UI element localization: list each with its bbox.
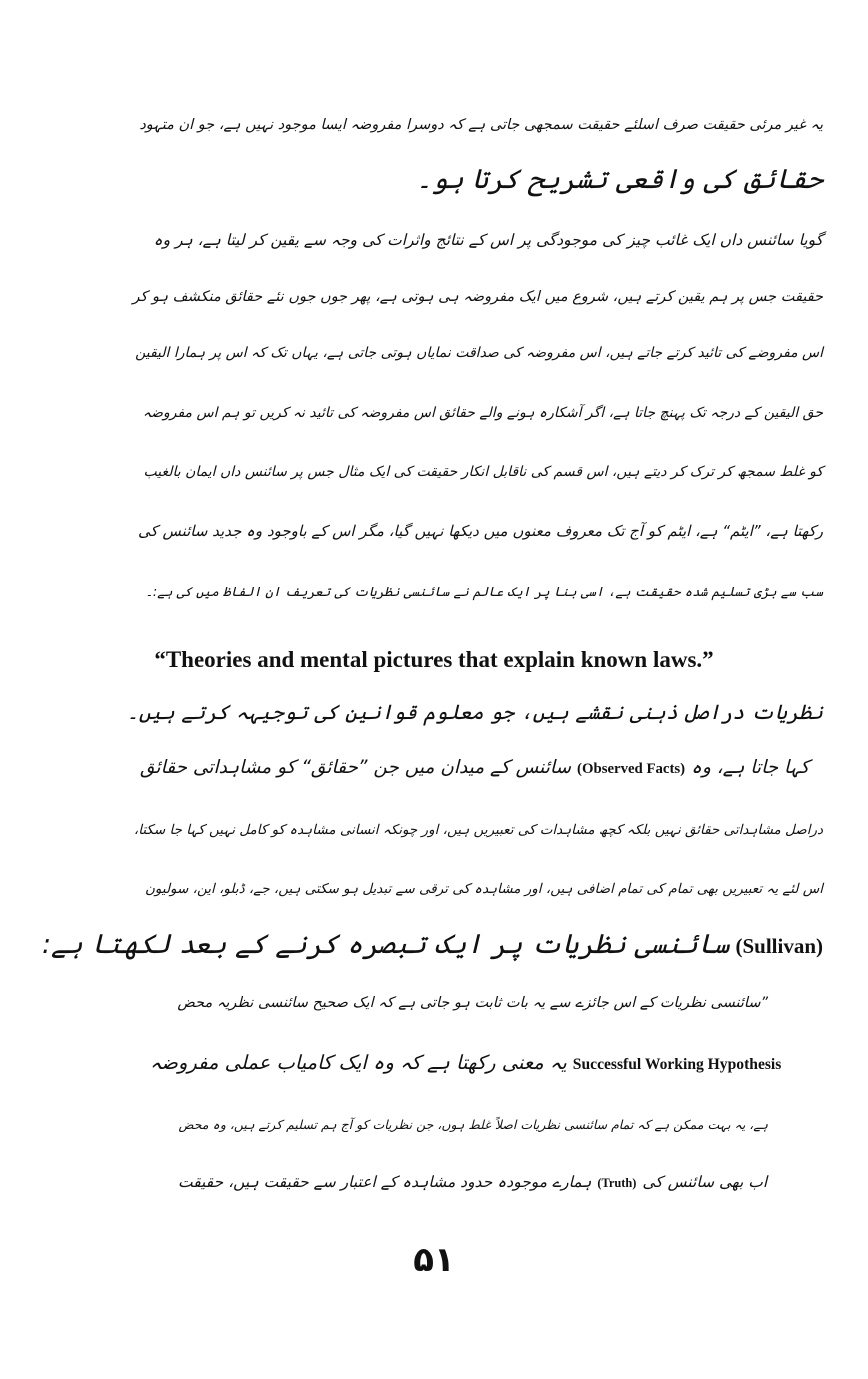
text-segment: یہ معنی رکھتا ہے کہ وہ ایک کامیاب عملی مفروضہ	[150, 1051, 567, 1074]
text-line-mixed	[41, 923, 823, 967]
text-segment: سائنس کے میدان میں جن ”حقائق“ کو مشاہداتی حقائق	[140, 757, 572, 778]
block-quote-line-mixed	[150, 1043, 790, 1083]
page-number: ۵۱	[413, 1240, 455, 1280]
text-line: حق الیقین کے درجہ تک پہنچ جاتا ہے، اگر آشکارہ ہونے والے حقائق اس مفروضہ کی تائید نہ کریں تو ہم اس مفروضہ	[142, 405, 823, 421]
english-term: (Sullivan)	[735, 934, 823, 958]
english-term: (Truth)	[597, 1176, 637, 1190]
text-line	[128, 158, 823, 202]
block-quote-line: ”سائنسی نظریات کے اس جائزے سے یہ بات ثابت ہو جاتی ہے کہ ایک صحیح سائنسی نظریہ محض	[177, 995, 768, 1011]
english-term: Successful Working Hypothesis	[572, 1056, 782, 1073]
text-line: اس مفروضے کی تائید کرتے جاتے ہیں، اس مفروضہ کی صداقت نمایاں ہوتی جاتی ہے، یہاں تک کہ اس پر ہمارا الیقین	[135, 345, 823, 361]
text-line: سب سے بڑی تسلیم شدہ حقیقت ہے، اسی بنا پر ایک عالم نے سائنسی نظریات کی تعریف ان الفاظ میں کی ہے:۔	[145, 585, 823, 600]
text-line: رکھتا ہے، ”ایٹم“ ہے، ایٹم کو آج تک معروف معنوں میں دیکھا نہیں گیا، مگر اس کے باوجود وہ جدید سائنس کی	[138, 522, 823, 540]
text-segment: ہمارے موجودہ حدود مشاہدہ کے اعتبار سے حقیقت ہیں، حقیقت	[178, 1173, 592, 1191]
text-line: نظریات دراصل ذہنی نقشے ہیں، جو معلوم قوانین کی توجیہہ کرتے ہیں۔	[126, 700, 823, 724]
text-line: یہ غیر مرئی حقیقت صرف اسلئے حقیقت سمجھی جاتی ہے کہ دوسرا مفروضہ ایسا موجود نہیں ہے، جو ان متہود	[139, 117, 823, 133]
text-line: کو غلط سمجھ کر ترک کر دیتے ہیں، اس قسم کی ناقابل انکار حقیقت کی ایک مثال جس پر سائنس داں ایمان بالغیب	[143, 464, 823, 480]
block-quote-line: ہے، یہ بہت ممکن ہے کہ تمام سائنسی نظریات اصلاً غلط ہوں، جن نظریات کو آج ہم تسلیم کرتے ہیں، وہ محض	[178, 1117, 768, 1132]
text-line: اس لئے یہ تعبیریں بھی تمام کی تمام اضافی ہیں، اور مشاہدہ کی ترقی سے تبدیل ہو سکتی ہیں، جے، ڈبلو، این، سولیون	[144, 881, 823, 897]
text-line: حقیقت جس پر ہم یقین کرتے ہیں، شروع میں ایک مفروضہ ہی ہوتی ہے، پھر جوں جوں نئے حقائق منکشف ہو کر	[132, 289, 823, 305]
english-term: (Observed Facts)	[577, 761, 686, 777]
text-line-mixed	[140, 746, 823, 790]
text-line: دراصل مشاہداتی حقائق نہیں بلکہ کچھ مشاہدات کی تعبیریں ہیں، اور چونکہ انسانی مشاہدہ کو کامل نہیں کہا جا سکتا،	[133, 822, 823, 838]
paragraph-first-line: گویا سائنس داں ایک غائب چیز کی موجودگی پر اس کے نتائج واثرات کی وجہ سے یقین کر لیتا ہے، ہر وہ	[153, 231, 823, 249]
text-segment: کہا جاتا ہے، وہ	[691, 757, 810, 778]
text-segment: سائنسی نظریات پر ایک تبصرہ کرنے کے بعد لکھتا ہے:	[41, 929, 730, 960]
text-line-content: حقائق کی واقعی تشریح کرتا ہو۔	[416, 164, 823, 195]
block-quote-line-mixed	[178, 1162, 768, 1202]
text-segment: اب بھی سائنس کی	[642, 1173, 768, 1191]
english-quote: “Theories and mental pictures that explain known laws.”	[154, 647, 714, 672]
